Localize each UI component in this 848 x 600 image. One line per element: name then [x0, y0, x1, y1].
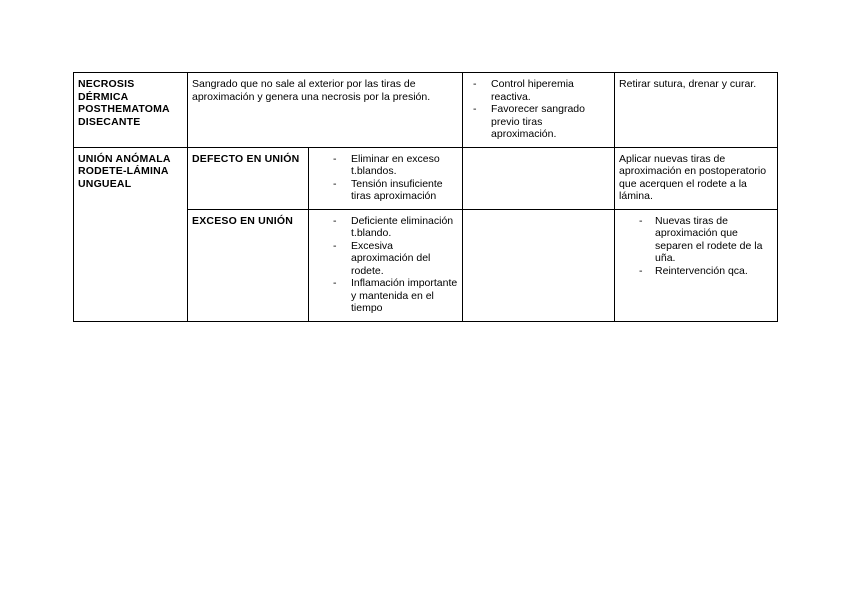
list-item: - Eliminar en exceso t.blandos. — [313, 153, 458, 178]
treatment-cell: Aplicar nuevas tiras de aproximación en postoperatorio que acerquen el rodete a la lámina. — [615, 147, 778, 209]
treatment-cell: Retirar sutura, drenar y curar. — [615, 73, 778, 148]
table-row — [74, 147, 778, 209]
prevention-list — [467, 78, 610, 141]
causes-list — [313, 153, 458, 203]
sub-heading: EXCESO EN UNIÓN — [188, 209, 309, 321]
list-item: - Favorecer sangrado previo tiras aproximación. — [467, 103, 610, 141]
empty-cell — [463, 209, 615, 321]
row-description: Sangrado que no sale al exterior por las tiras de aproximación y genera una necrosis por la presión. — [188, 73, 463, 148]
list-item: - Excesiva aproximación del rodete. — [313, 240, 458, 278]
table-row — [74, 73, 778, 148]
causes-cell — [309, 147, 463, 209]
causes-cell — [309, 209, 463, 321]
treatment-list — [619, 215, 773, 278]
causes-list — [313, 215, 458, 315]
list-item: - Inflamación importante y mantenida en el tiempo — [313, 277, 458, 315]
row-heading: NECROSIS DÉRMICA POSTHEMATOMA DISECANTE — [74, 73, 188, 148]
empty-cell — [463, 147, 615, 209]
list-item: - Deficiente eliminación t.blando. — [313, 215, 458, 240]
row-heading: UNIÓN ANÓMALA RODETE-LÁMINA UNGUEAL — [74, 147, 188, 321]
list-item: - Tensión insuficiente tiras aproximación — [313, 178, 458, 203]
list-item: - Nuevas tiras de aproximación que separen el rodete de la uña. — [619, 215, 773, 265]
treatment-cell — [615, 209, 778, 321]
list-item: - Reintervención qca. — [619, 265, 773, 278]
complications-table — [73, 72, 778, 322]
list-item: - Control hiperemia reactiva. — [467, 78, 610, 103]
prevention-cell — [463, 73, 615, 148]
sub-heading: DEFECTO EN UNIÓN — [188, 147, 309, 209]
